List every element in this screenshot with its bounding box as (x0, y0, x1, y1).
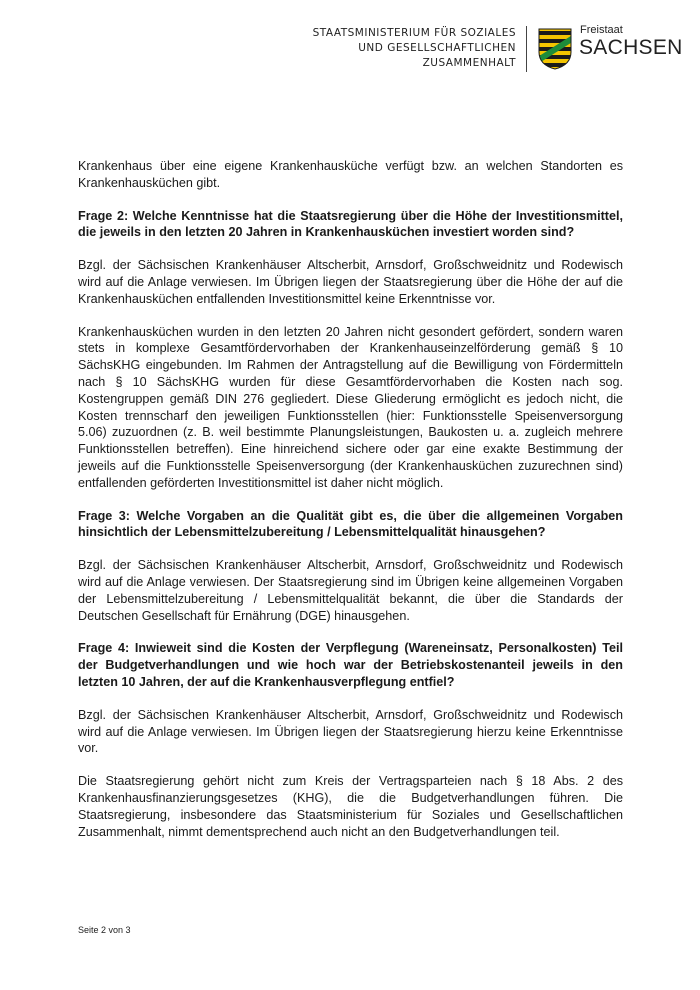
answer-4-paragraph-2: Die Staatsregierung gehört nicht zum Kreis der Vertragsparteien nach § 18 Abs. 2 des Krankenhausfinanzierungsgesetzes (KHG), die die Budgetverhandlungen führen. Die Staatsregierung, insbesondere das Staatsministerium für Soziales und Gesellschaftlichen Zusammenhalt, nimmt dementsprechend auch nicht an den Budgetverhandlungen teil. (78, 774, 623, 839)
header-divider (526, 26, 527, 72)
answer-3: Bzgl. der Sächsischen Krankenhäuser Altscherbit, Arnsdorf, Großschweidnitz und Rodewisch wird auf die Anlage verwiesen. Der Staatsregierung sind im Übrigen keine allgemeinen Vorgaben der Lebensmittelzubereitung / Lebensmittelqualität bekannt, die über die Standards der Deutschen Gesellschaft für Ernährung (DGE) hinausgehen. (78, 558, 623, 623)
page-number: Seite 2 von 3 (78, 925, 131, 935)
question-3: Frage 3: Welche Vorgaben an die Qualität gibt es, die über die allgemeinen Vorgaben hinsichtlich der Lebensmittelzubereitung / Lebensmittelqualität hinausgehen? (78, 508, 623, 540)
question-4: Frage 4: Inwieweit sind die Kosten der Verpflegung (Wareneinsatz, Personalkosten) Teil der Budgetverhandlungen und wie hoch war der Betriebskostenanteil jeweils in den letzten 10 Jahren, der auf die Krankenhausverpflegung entfiel? (78, 641, 623, 689)
state-label-big: SACHSEN (579, 36, 683, 59)
answer-2-paragraph-2: Krankenhausküchen wurden in den letzten 20 Jahren nicht gesondert gefördert, sondern waren stets in komplexe Gesamtfördervorhaben der Krankenhauseinzelförderung gemäß § 10 SächsKHG eingebunden. Im Rahmen der Antragstellung auf die Bewilligung von Fördermitteln nach § 10 SächsKHG wurden für diese Gesamtfördervorhaben die Kosten nach sog. Kostengruppen gemäß DIN 276 gegliedert. Diese Gliederung ermöglicht es jedoch nicht, die Kosten trennscharf den jeweiligen Funktionsstellen (hier: Funktionsstelle Speisenversorgung 5.06) zuzuordnen (z. B. weil bestimmte Planungsleistungen, Baukosten u. a. zugleich mehrere Funktionsstellen betreffen). Eine hinreichend sichere oder gar eine exakte Bestimmung der jeweils auf die Funktionsstelle Speisenversorgung (der Krankenhausküchen zuzurechnen sind) entfallenden geförderten Investitionsmittel ist daher nicht möglich. (78, 324, 623, 490)
paragraph-intro-continuation: Krankenhaus über eine eigene Krankenhausküche verfügt bzw. an welchen Standorten es Krankenhausküchen gibt. (78, 159, 623, 190)
answer-4-paragraph-1: Bzgl. der Sächsischen Krankenhäuser Altscherbit, Arnsdorf, Großschweidnitz und Rodewisch wird auf die Anlage verwiesen. Im Übrigen liegen der Staatsregierung hierzu keine Erkenntnisse vor. (78, 707, 623, 756)
ministry-name (313, 26, 516, 71)
ministry-line-1: STAATSMINISTERIUM FÜR SOZIALES (312, 27, 516, 39)
state-label-small: Freistaat (580, 24, 623, 36)
saxony-coat-of-arms-icon (538, 28, 572, 70)
question-2: Frage 2: Welche Kenntnisse hat die Staatsregierung über die Höhe der Investitionsmittel, die jeweils in den letzten 20 Jahren in Krankenhausküchen investiert worden sind? (78, 208, 623, 240)
answer-2-paragraph-1: Bzgl. der Sächsischen Krankenhäuser Altscherbit, Arnsdorf, Großschweidnitz und Rodewisch wird auf die Anlage verwiesen. Im Übrigen liegen der Staatsregierung über die Höhe der auf die Krankenhausküchen entfallenden Investitionsmittel keine Erkenntnisse vor. (78, 258, 623, 306)
document-body (78, 158, 623, 840)
ministry-line-3: ZUSAMMENHALT (422, 57, 516, 69)
letterhead (0, 22, 700, 82)
ministry-line-2: UND GESELLSCHAFTLICHEN (358, 42, 516, 54)
